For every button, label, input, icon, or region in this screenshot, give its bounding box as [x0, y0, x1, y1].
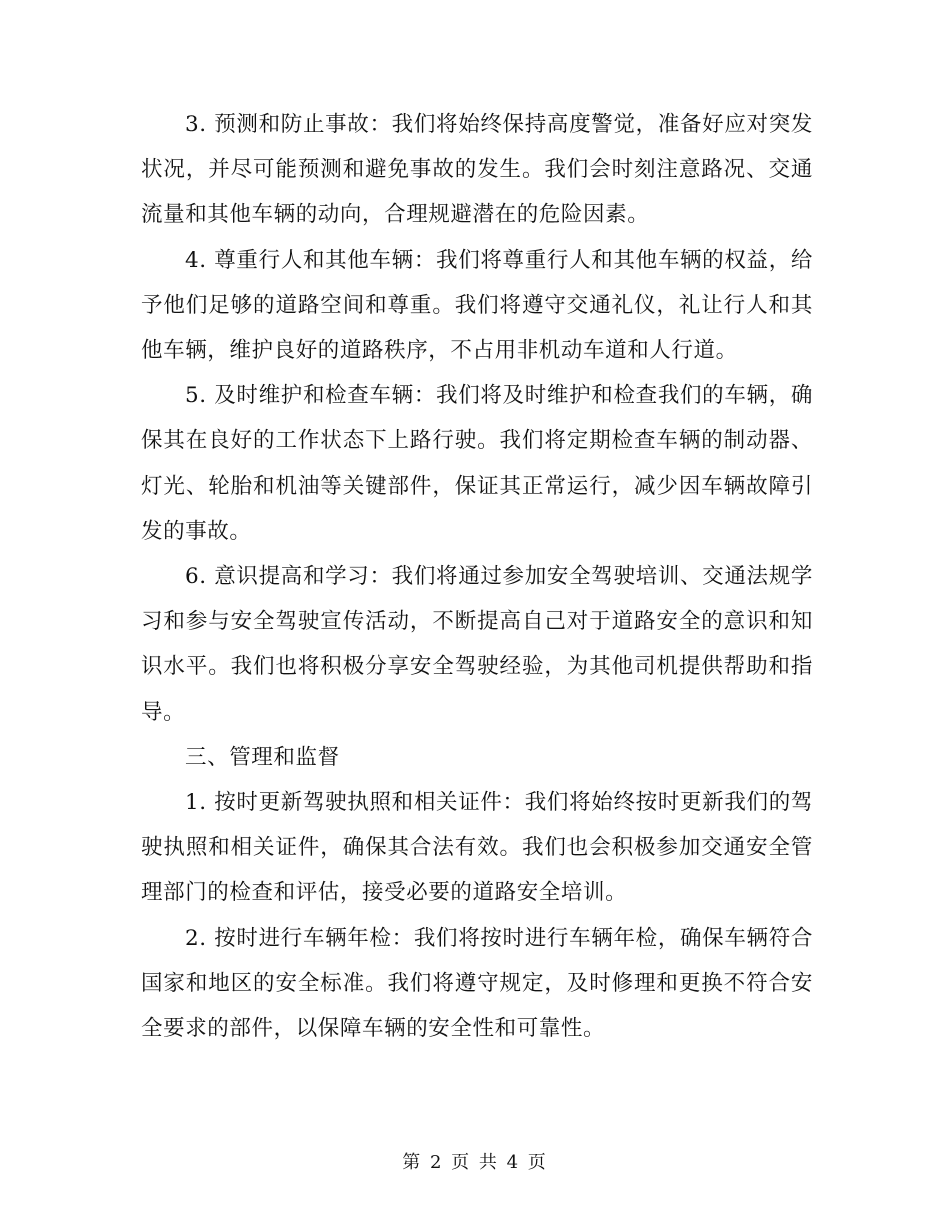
document-body [141, 102, 813, 1051]
page-number-footer: 第 2 页 共 4 页 [402, 1152, 548, 1173]
paragraph-item-5: 5. 及时维护和检查车辆：我们将及时维护和检查我们的车辆，确保其在良好的工作状态下上路行驶。我们将定期检查车辆的制动器、灯光、轮胎和机油等关键部件，保证其正常运行，减少因车辆故障引发的事故。 [141, 383, 813, 544]
section-heading: 三、管理和监督 [185, 744, 340, 770]
section-paragraph-1: 1. 按时更新驾驶执照和相关证件：我们将始终按时更新我们的驾驶执照和相关证件，确保其合法有效。我们也会积极参加交通安全管理部门的检查和评估，接受必要的道路安全培训。 [141, 790, 813, 906]
paragraph-item-4: 4. 尊重行人和其他车辆：我们将尊重行人和其他车辆的权益，给予他们足够的道路空间和尊重。我们将遵守交通礼仪，礼让行人和其他车辆，维护良好的道路秩序，不占用非机动车道和人行道。 [141, 247, 813, 364]
paragraph-item-6: 6. 意识提高和学习：我们将通过参加安全驾驶培训、交通法规学习和参与安全驾驶宣传活动，不断提高自己对于道路安全的意识和知识水平。我们也将积极分享安全驾驶经验，为其他司机提供帮助和指导。 [141, 564, 813, 725]
paragraph-item-3: 3. 预测和防止事故：我们将始终保持高度警觉，准备好应对突发状况，并尽可能预测和避免事故的发生。我们会时刻注意路况、交通流量和其他车辆的动向，合理规避潜在的危险因素。 [141, 112, 813, 228]
section-paragraph-2: 2. 按时进行车辆年检：我们将按时进行车辆年检，确保车辆符合国家和地区的安全标准。我们将遵守规定，及时修理和更换不符合安全要求的部件，以保障车辆的安全性和可靠性。 [141, 925, 813, 1042]
